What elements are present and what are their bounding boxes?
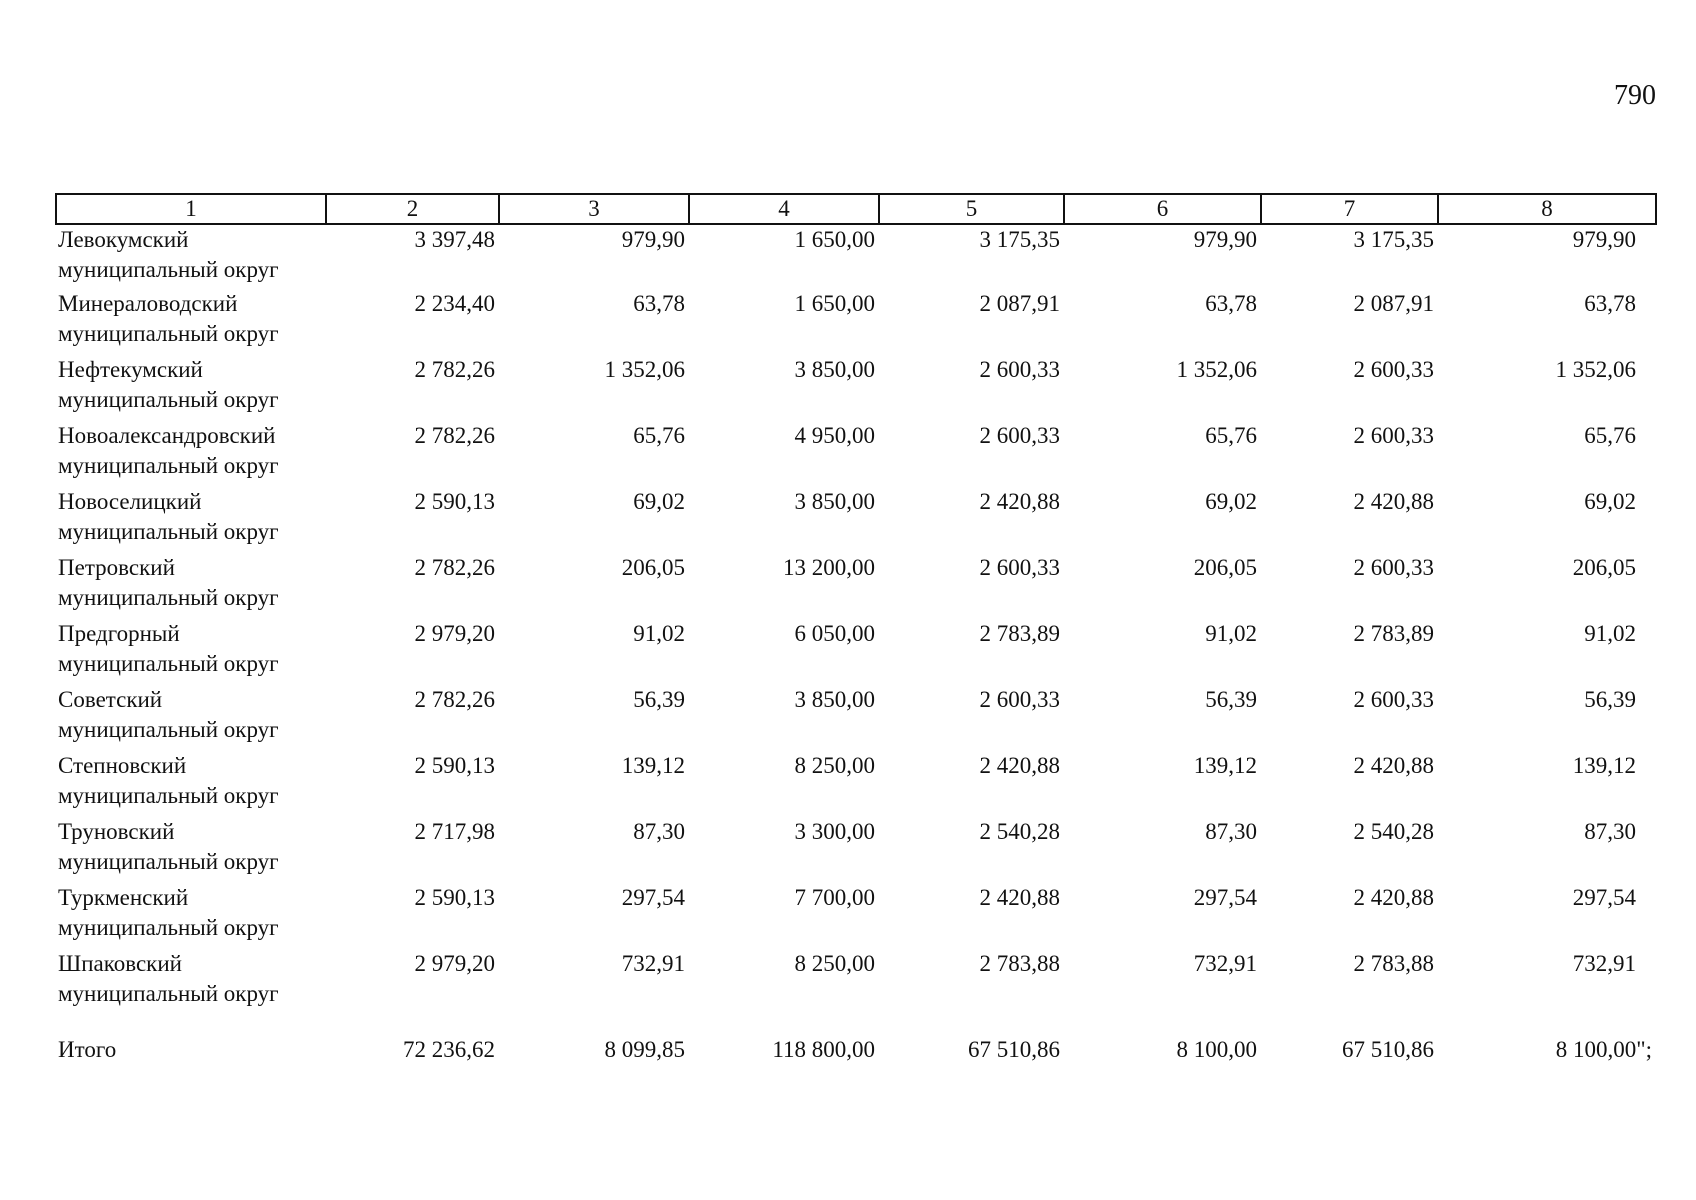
district-type: муниципальный округ [58,915,279,940]
table-row [56,553,1656,619]
value-cell-col-7: 2 540,28 [1353,819,1434,844]
district-name-cell [56,421,326,487]
value-cell-col-3: 297,54 [621,885,685,910]
total-value-col-4: 118 800,00 [772,1037,875,1062]
district-name-cell [56,751,326,817]
column-number-1: 1 [56,194,326,224]
value-cell-col-7: 2 783,89 [1353,621,1434,646]
value-cell-col-8: 69,02 [1584,489,1636,514]
column-number-7: 7 [1261,194,1438,224]
district-type: муниципальный округ [58,981,279,1006]
district-name: Степновский [58,753,187,778]
value-cell-col-2: 2 590,13 [414,489,495,514]
district-name-cell [56,289,326,355]
value-cell-col-5: 2 600,33 [979,687,1060,712]
district-type: муниципальный округ [58,849,279,874]
value-cell-col-8: 979,90 [1572,227,1636,252]
value-cell-col-5: 2 783,88 [979,951,1060,976]
value-cell-col-4: 7 700,00 [794,885,875,910]
district-name: Нефтекумский [58,357,203,382]
table-body [56,224,1656,1075]
value-cell-col-6: 979,90 [1193,227,1257,252]
value-cell-col-2: 3 397,48 [414,227,495,252]
value-cell-col-3: 56,39 [633,687,685,712]
value-cell-col-5: 2 420,88 [979,885,1060,910]
district-name-cell [56,883,326,949]
value-cell-col-7: 2 600,33 [1353,423,1434,448]
value-cell-col-2: 2 782,26 [414,423,495,448]
table-row [56,883,1656,949]
value-cell-col-7: 2 600,33 [1353,687,1434,712]
district-type: муниципальный округ [58,585,279,610]
header-row [56,194,1656,224]
column-number-8: 8 [1438,194,1656,224]
value-cell-col-4: 3 850,00 [794,357,875,382]
data-table [55,193,1657,1075]
value-cell-col-3: 63,78 [633,291,685,316]
value-cell-col-4: 3 850,00 [794,489,875,514]
column-number-4: 4 [689,194,879,224]
value-cell-col-2: 2 782,26 [414,357,495,382]
spacer-cell [326,1015,499,1035]
value-cell-col-2: 2 782,26 [414,687,495,712]
value-cell-col-5: 3 175,35 [979,227,1060,252]
value-cell-col-3: 139,12 [621,753,685,778]
table-row [56,817,1656,883]
district-name: Минераловодский [58,291,238,316]
value-cell-col-8: 297,54 [1572,885,1636,910]
value-cell-col-6: 91,02 [1205,621,1257,646]
table-row [56,289,1656,355]
value-cell-col-5: 2 600,33 [979,423,1060,448]
spacer-cell [1261,1015,1438,1035]
value-cell-col-2: 2 717,98 [414,819,495,844]
column-number-3: 3 [499,194,689,224]
value-cell-col-5: 2 600,33 [979,357,1060,382]
value-cell-col-5: 2 087,91 [979,291,1060,316]
value-cell-col-5: 2 600,33 [979,555,1060,580]
spacer-cell [879,1015,1064,1035]
table-row [56,224,1656,289]
total-value-col-7: 67 510,86 [1342,1037,1434,1062]
value-cell-col-3: 979,90 [621,227,685,252]
spacer-cell [1064,1015,1261,1035]
value-cell-col-8: 63,78 [1584,291,1636,316]
table-row [56,355,1656,421]
value-cell-col-6: 1 352,06 [1176,357,1257,382]
value-cell-col-8: 65,76 [1584,423,1636,448]
value-cell-col-6: 139,12 [1193,753,1257,778]
district-type: муниципальный округ [58,783,279,808]
district-name: Советский [58,687,163,712]
district-name-cell [56,355,326,421]
value-cell-col-8: 139,12 [1572,753,1636,778]
page-number: 790 [1614,80,1656,111]
value-cell-col-8: 732,91 [1572,951,1636,976]
table-row [56,949,1656,1015]
value-cell-col-3: 65,76 [633,423,685,448]
district-name: Шпаковский [58,951,182,976]
district-type: муниципальный округ [58,717,279,742]
value-cell-col-7: 2 600,33 [1353,357,1434,382]
value-cell-col-2: 2 782,26 [414,555,495,580]
table-row [56,421,1656,487]
total-label: Итого [58,1037,117,1062]
value-cell-col-5: 2 420,88 [979,489,1060,514]
value-cell-col-8: 56,39 [1584,687,1636,712]
value-cell-col-2: 2 234,40 [414,291,495,316]
district-name: Петровский [58,555,175,580]
district-type: муниципальный округ [58,453,279,478]
value-cell-col-7: 2 783,88 [1353,951,1434,976]
value-cell-col-2: 2 590,13 [414,885,495,910]
value-cell-col-2: 2 979,20 [414,951,495,976]
value-cell-col-6: 87,30 [1205,819,1257,844]
value-cell-col-3: 87,30 [633,819,685,844]
spacer-row [56,1015,1656,1035]
district-type: муниципальный округ [58,257,279,282]
district-name-cell [56,224,326,289]
district-type: муниципальный округ [58,321,279,346]
table-row [56,685,1656,751]
value-cell-col-2: 2 590,13 [414,753,495,778]
value-cell-col-7: 2 420,88 [1353,489,1434,514]
value-cell-col-4: 13 200,00 [783,555,875,580]
table-header [56,194,1656,224]
district-type: муниципальный округ [58,651,279,676]
value-cell-col-8: 1 352,06 [1555,357,1636,382]
column-number-2: 2 [326,194,499,224]
district-name: Предгорный [58,621,180,646]
value-cell-col-6: 732,91 [1193,951,1257,976]
total-row [56,1035,1656,1075]
value-cell-col-7: 2 420,88 [1353,753,1434,778]
district-name-cell [56,487,326,553]
data-table-container [55,193,1655,1075]
district-name: Туркменский [58,885,189,910]
value-cell-col-4: 6 050,00 [794,621,875,646]
district-name: Новоалександровский [58,423,276,448]
value-cell-col-3: 69,02 [633,489,685,514]
value-cell-col-4: 3 850,00 [794,687,875,712]
value-cell-col-5: 2 420,88 [979,753,1060,778]
district-name-cell [56,949,326,1015]
table-row [56,619,1656,685]
value-cell-col-3: 206,05 [621,555,685,580]
district-type: муниципальный округ [58,387,279,412]
district-type: муниципальный округ [58,519,279,544]
value-cell-col-4: 1 650,00 [794,227,875,252]
value-cell-col-7: 3 175,35 [1353,227,1434,252]
column-number-6: 6 [1064,194,1261,224]
spacer-cell [1438,1015,1656,1035]
value-cell-col-4: 1 650,00 [794,291,875,316]
district-name: Новоселицкий [58,489,202,514]
value-cell-col-6: 206,05 [1193,555,1257,580]
value-cell-col-6: 65,76 [1205,423,1257,448]
value-cell-col-2: 2 979,20 [414,621,495,646]
value-cell-col-5: 2 540,28 [979,819,1060,844]
value-cell-col-7: 2 087,91 [1353,291,1434,316]
table-row [56,487,1656,553]
value-cell-col-7: 2 600,33 [1353,555,1434,580]
value-cell-col-4: 3 300,00 [794,819,875,844]
value-cell-col-4: 4 950,00 [794,423,875,448]
total-value-col-3: 8 099,85 [604,1037,685,1062]
value-cell-col-6: 69,02 [1205,489,1257,514]
spacer-cell [56,1015,326,1035]
district-name-cell [56,553,326,619]
value-cell-col-5: 2 783,89 [979,621,1060,646]
district-name-cell [56,817,326,883]
spacer-cell [499,1015,689,1035]
value-cell-col-3: 91,02 [633,621,685,646]
district-name: Труновский [58,819,175,844]
value-cell-col-8: 91,02 [1584,621,1636,646]
table-row [56,751,1656,817]
value-cell-col-3: 732,91 [621,951,685,976]
value-cell-col-4: 8 250,00 [794,753,875,778]
value-cell-col-3: 1 352,06 [604,357,685,382]
district-name-cell [56,685,326,751]
value-cell-col-6: 56,39 [1205,687,1257,712]
column-number-5: 5 [879,194,1064,224]
value-cell-col-7: 2 420,88 [1353,885,1434,910]
total-value-col-8: 8 100,00"; [1555,1037,1652,1062]
district-name-cell [56,619,326,685]
value-cell-col-8: 87,30 [1584,819,1636,844]
spacer-cell [689,1015,879,1035]
value-cell-col-4: 8 250,00 [794,951,875,976]
value-cell-col-8: 206,05 [1572,555,1636,580]
value-cell-col-6: 297,54 [1193,885,1257,910]
value-cell-col-6: 63,78 [1205,291,1257,316]
district-name: Левокумский [58,227,189,252]
total-value-col-2: 72 236,62 [403,1037,495,1062]
total-value-col-5: 67 510,86 [968,1037,1060,1062]
total-value-col-6: 8 100,00 [1176,1037,1257,1062]
